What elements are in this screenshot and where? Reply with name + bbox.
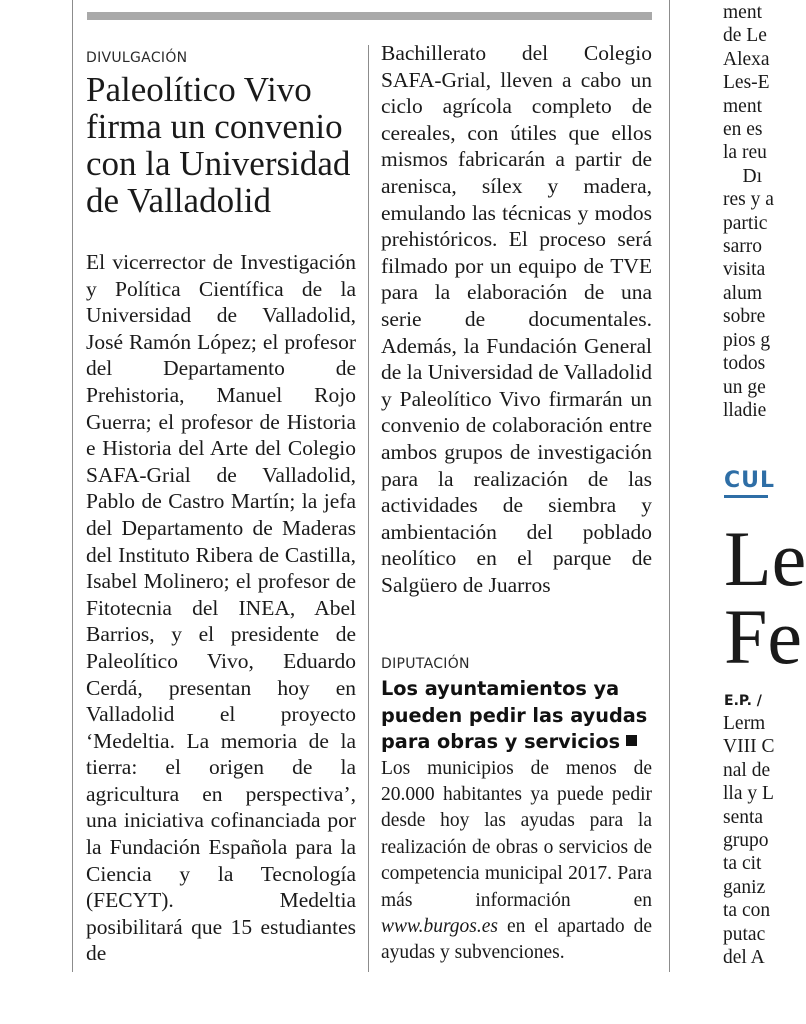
article1-body-col1: El vicerrector de Investigación y Política Científica de la Universidad de Valladolid, José Ramón López; el profesor del Departamento de Prehistoria, Manuel Rojo Guerra; el profesor de Historia e Historia del Arte del Colegio SAFA-Grial de Valladolid, Pablo de Castro Martín; la jefa del Departamento de Maderas del Instituto Ribera de Castilla, Isabel Molinero; el profesor de Fitotecnia del INEA, Abel Barrios, y el presidente de Paleolítico Vivo, Eduardo Cerdá, presentan hoy en Valladolid el proyecto ‘Medeltia. La memoria de la tierra: el origen de la agricultura en perspectiva’, una iniciativa cofinanciada por la Fundación Española para la Ciencia y la Tecnología (FECYT). Medeltia posibilitará que 15 estudiantes de bbox=[86, 250, 356, 966]
right-line: lla y L bbox=[723, 783, 774, 805]
end-mark-icon bbox=[626, 735, 637, 746]
right-line: nal de bbox=[723, 759, 771, 781]
right-line: ganiz bbox=[723, 876, 766, 898]
right-line: ta cit bbox=[723, 853, 762, 875]
right-section-label bbox=[724, 468, 776, 498]
right-line: sobre bbox=[723, 306, 766, 328]
right-section-underline bbox=[724, 495, 768, 498]
right-headline-line2: Fe bbox=[724, 593, 802, 680]
article1-section-label: DIVULGACIÓN bbox=[86, 50, 188, 66]
right-line: Les-E bbox=[723, 72, 770, 94]
article2-link[interactable]: www.burgos.es bbox=[381, 915, 499, 937]
right-line: Dı bbox=[723, 165, 762, 187]
column-divider-right bbox=[669, 0, 670, 972]
top-rule bbox=[87, 12, 652, 20]
right-column-top-text bbox=[723, 1, 774, 422]
article1-column1 bbox=[86, 50, 356, 967]
right-line: la reu bbox=[723, 142, 767, 164]
article2-body-text: Los municipios de menos de 20.000 habitantes ya puede pedir desde hoy las ayudas para la realización de obras o servicios de competencia municipal 2017. Para más información en bbox=[381, 757, 652, 911]
right-line: alum bbox=[723, 282, 762, 304]
right-line: res y a bbox=[723, 189, 774, 211]
right-line: en es bbox=[723, 119, 763, 141]
right-line: partic bbox=[723, 212, 768, 234]
right-line: Alexa bbox=[723, 48, 770, 70]
article2-headline bbox=[381, 676, 652, 756]
article2 bbox=[381, 656, 652, 967]
right-line: todos bbox=[723, 353, 766, 375]
right-headline-line1: Le bbox=[724, 515, 806, 602]
right-byline: E.P. / bbox=[724, 693, 762, 709]
right-line: visita bbox=[723, 259, 766, 281]
right-line: lladie bbox=[723, 399, 767, 421]
column-divider-middle bbox=[368, 45, 369, 972]
article2-body-text-end: en el apartado de ayudas y subvenciones. bbox=[381, 915, 652, 964]
right-line: de Le bbox=[723, 25, 767, 47]
right-line: pios g bbox=[723, 329, 771, 351]
right-column-bottom-text bbox=[723, 712, 775, 969]
right-line: sarro bbox=[723, 236, 762, 258]
right-line: senta bbox=[723, 806, 764, 828]
column-divider-left bbox=[72, 0, 73, 972]
right-line: del A bbox=[723, 947, 765, 969]
right-line: ment bbox=[723, 95, 762, 117]
right-line: ta con bbox=[723, 900, 771, 922]
article2-body bbox=[381, 756, 652, 967]
article2-headline-text: Los ayuntamientos ya pueden pedir las ayudas para obras y servicios bbox=[381, 677, 648, 753]
right-line: putac bbox=[723, 923, 766, 945]
right-line: un ge bbox=[723, 376, 766, 398]
article1-body-col2: Bachillerato del Colegio SAFA-Grial, lleven a cabo un ciclo agrícola completo de cereales, con útiles que ellos mismos fabricarán a partir de arenisca, sílex y madera, emulando las técnicas y modos prehistóricos. El proceso será filmado por un equipo de TVE para la elaboración de una serie de documentales. Además, la Fundación General de la Universidad de Valladolid y Paleolítico Vivo firmarán un convenio de colaboración entre ambos grupos de investigación para la realización de las actividades de siembra y ambientación del poblado neolítico en el parque de Salgüero de Juarros bbox=[381, 41, 652, 597]
article2-section-label: DIPUTACIÓN bbox=[381, 656, 470, 672]
right-line: ment bbox=[723, 2, 762, 23]
article1-column2 bbox=[381, 40, 652, 598]
article1-headline: Paleolítico Vivo firma un convenio con la Universidad de Valladolid bbox=[86, 70, 351, 220]
right-line: VIII C bbox=[723, 736, 775, 758]
right-line: Lerm bbox=[723, 713, 766, 734]
right-line: grupo bbox=[723, 830, 769, 852]
right-section-text: CUL bbox=[724, 468, 776, 493]
